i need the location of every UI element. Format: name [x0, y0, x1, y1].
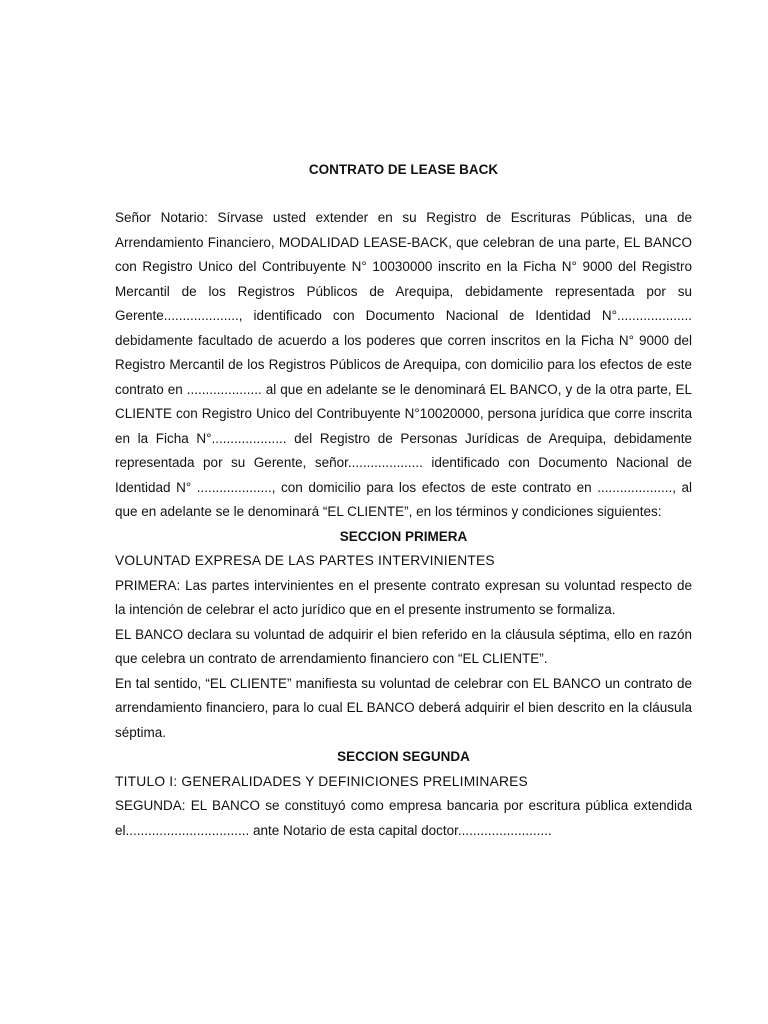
document-title: CONTRATO DE LEASE BACK [308, 162, 499, 177]
document-page [115, 160, 692, 843]
intro-paragraph: Señor Notario: Sírvase usted extender en su Registro de Escrituras Públicas, una de Arrendamiento Financiero, MODALIDAD LEASE-BACK, que celebran de una parte, EL BANCO con Registro Unico del Contribuyente N° 10030000 inscrito en la Ficha N° 9000 del Registro Mercantil de los Registros Públicos de Arequipa, debidamente representada por su Gerente...................., identificado con Documento Nacional de Identidad N°.................... debidamente facultado de acuerdo a los poderes que corren inscritos en la Ficha N° 9000 del Registro Mercantil de los Registros Públicos de Arequipa, con domicilio para los efectos de este contrato en .................... al que en adelante se le denominará EL BANCO, y de la otra parte, EL CLIENTE con Registro Unico del Contribuyente N°10020000, persona jurídica que corre inscrita en la Ficha N°.................... del Registro de Personas Jurídicas de Arequipa, debidamente representada por su Gerente, señor.................... identificado con Documento Nacional de Identidad N° ...................., con domicilio para los efectos de este contrato en ...................., al que en adelante se le denominará “EL CLIENTE”, en los términos y condiciones siguientes: [115, 210, 692, 519]
cliente-declaration-paragraph: En tal sentido, “EL CLIENTE” manifiesta su voluntad de celebrar con EL BANCO un contrato de arrendamiento financiero, para lo cual EL BANCO deberá adquirir el bien descrito en la cláusula séptima. [115, 675, 692, 740]
section-primera-heading: SECCION PRIMERA [339, 528, 468, 544]
section-primera-subheading: VOLUNTAD EXPRESA DE LAS PARTES INTERVINIENTES [115, 553, 495, 568]
clause-segunda-paragraph: SEGUNDA: EL BANCO se constituyó como empresa bancaria por escritura pública extendida el................................. ante Notario de esta capital doctor......................... [115, 798, 692, 838]
section-segunda-heading: SECCION SEGUNDA [337, 749, 470, 764]
clause-primera-paragraph: PRIMERA: Las partes intervinientes en el presente contrato expresan su voluntad respecto de la intención de celebrar el acto jurídico que en el presente instrumento se formaliza. [115, 577, 692, 617]
section-segunda-subheading: TITULO I: GENERALIDADES Y DEFINICIONES PRELIMINARES [115, 773, 528, 789]
banco-declaration-paragraph: EL BANCO declara su voluntad de adquirir el bien referido en la cláusula séptima, ello en razón que celebra un contrato de arrendamiento financiero con “EL CLIENTE”. [115, 626, 692, 666]
